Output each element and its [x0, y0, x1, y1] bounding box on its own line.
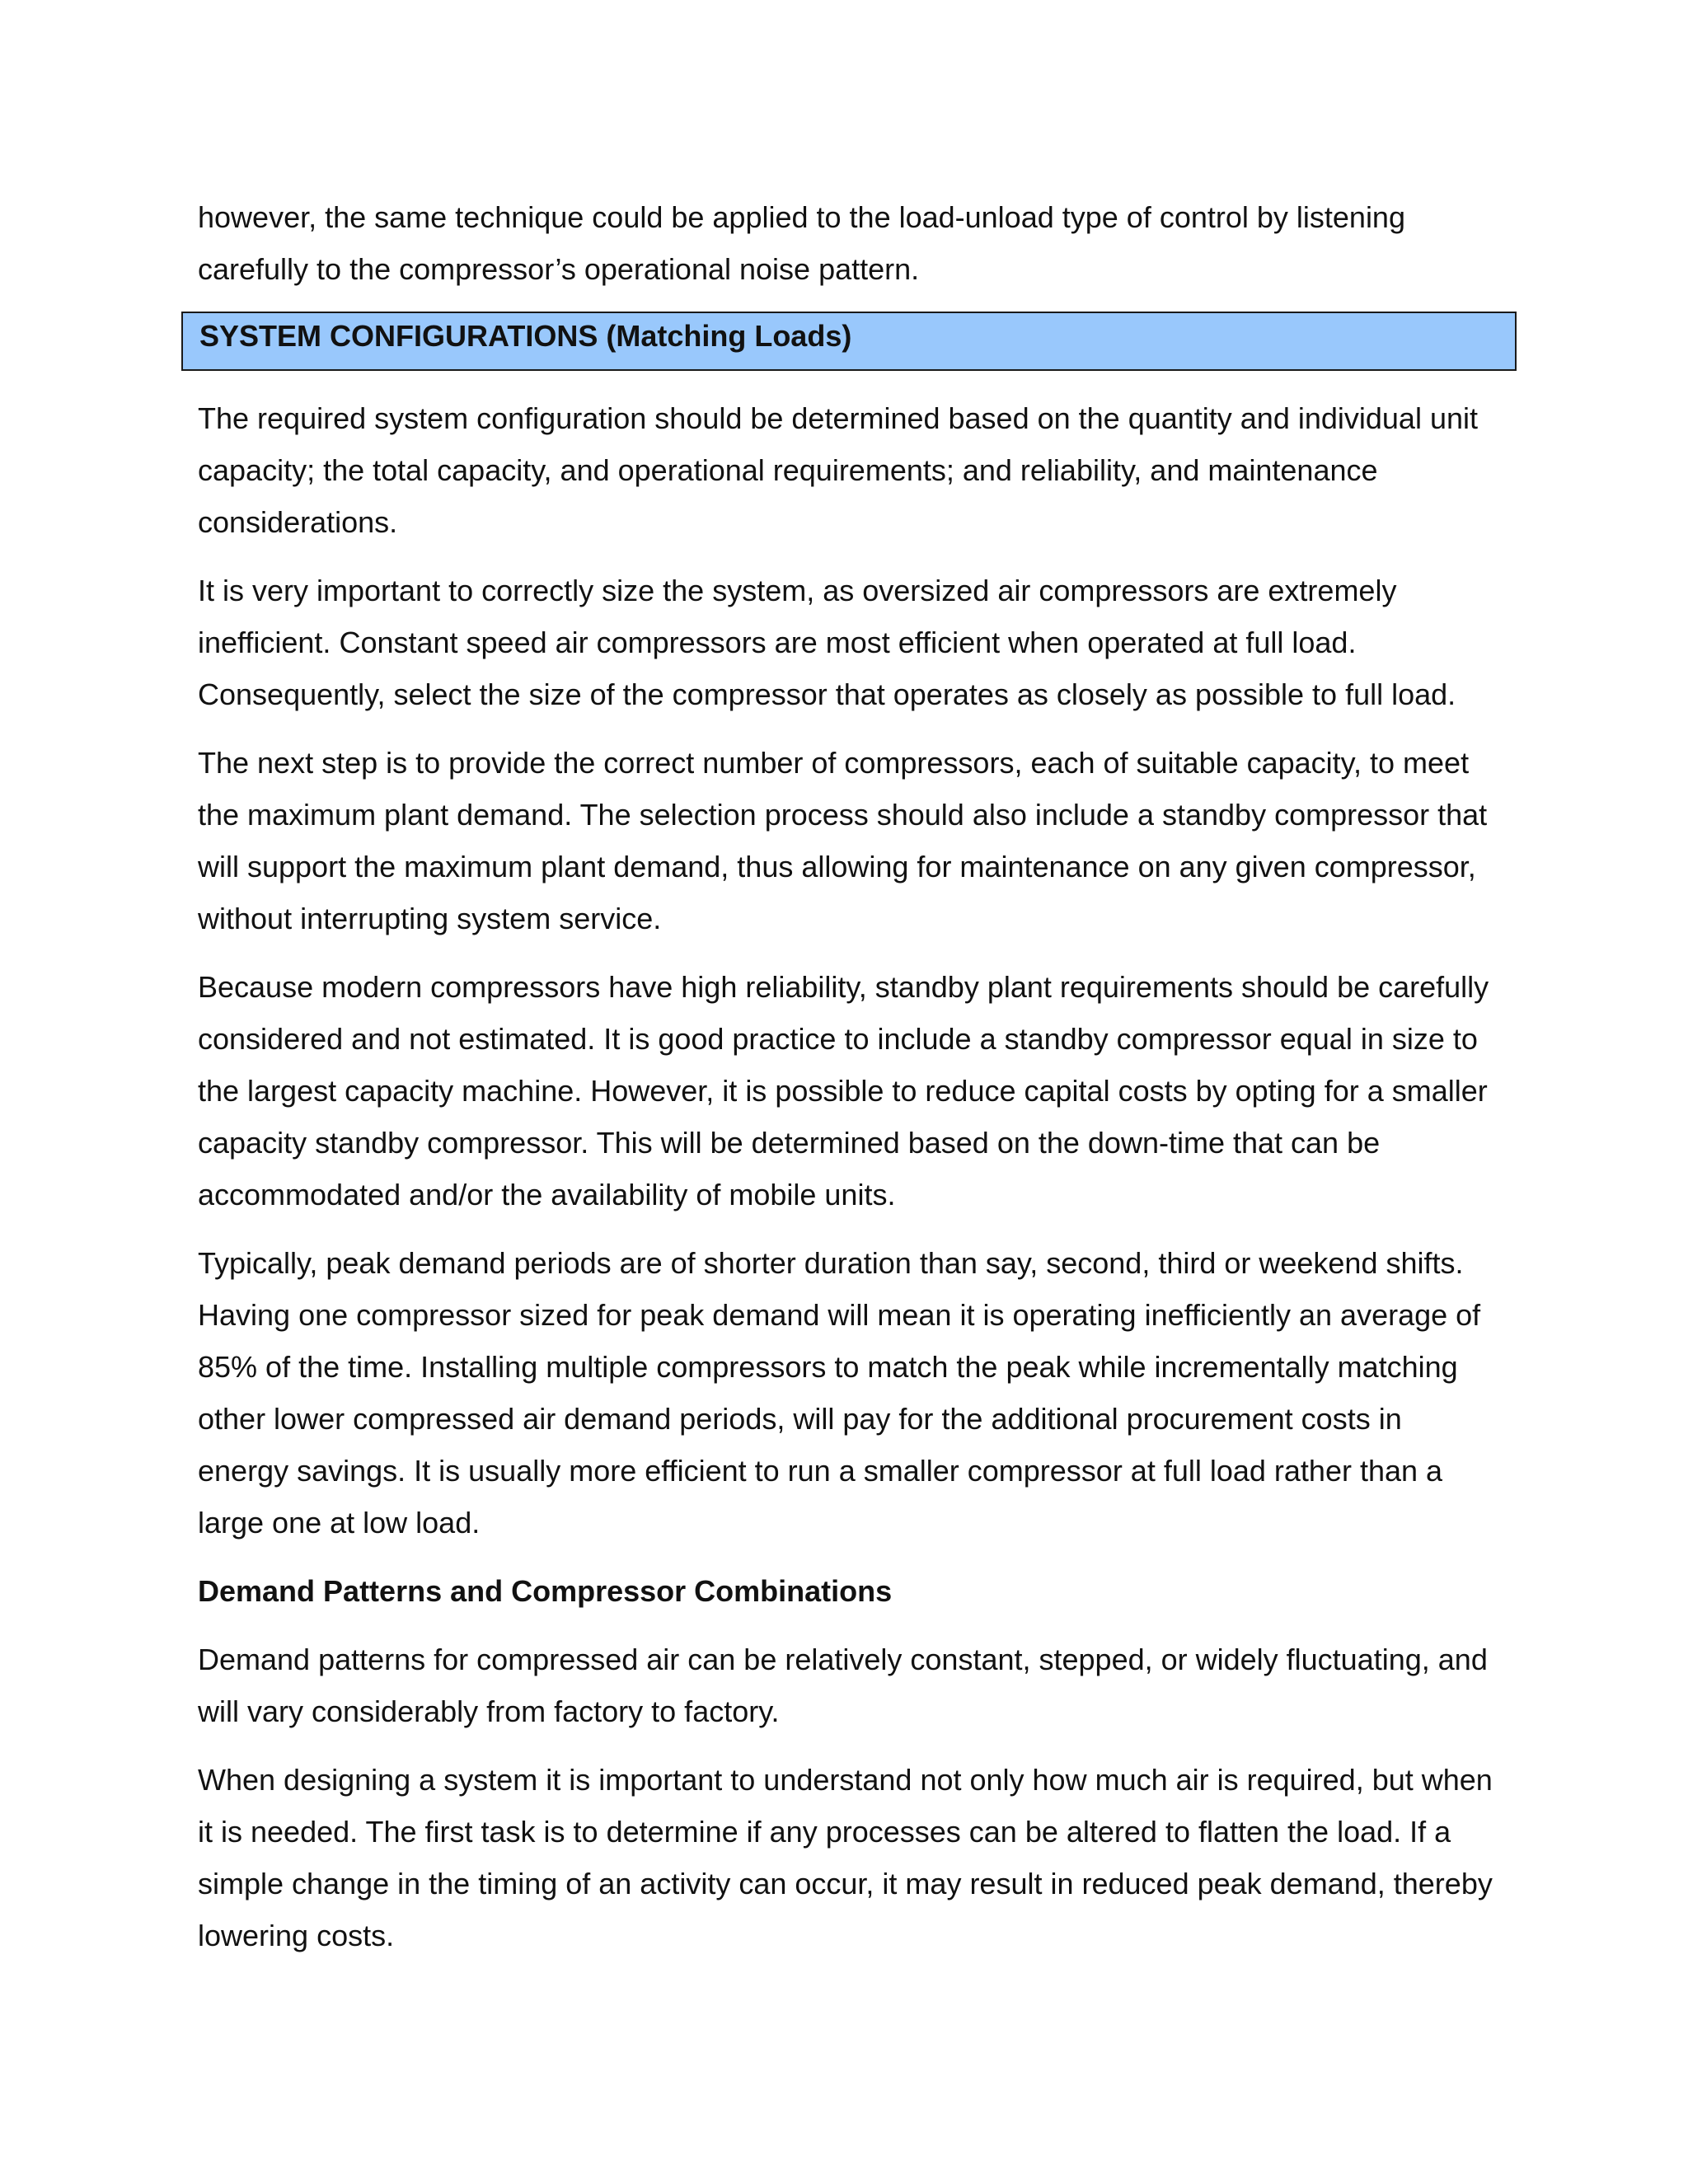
- paragraph-peak-demand: Typically, peak demand periods are of shorter duration than say, second, third or weekend shifts. Having one compressor sized for peak demand will mean it is operating inefficiently an average of 85% of the time. Installing multiple compressors to match the peak while incrementally matching other lower compressed air demand periods, will pay for the additional procurement costs in energy savings. It is usually more efficient to run a smaller compressor at full load rather than a large one at low load.: [198, 1246, 1481, 1540]
- paragraph-standby-requirements: Because modern compressors have high reliability, standby plant requirements should be carefully considered and not estimated. It is good practice to include a standby compressor equal in size to the largest capacity machine. However, it is possible to reduce capital costs by opting for a smaller capacity standby compressor. This will be determined based on the down-time that can be accommodated and/or the availability of mobile units.: [198, 970, 1489, 1212]
- paragraph-system-design: When designing a system it is important to understand not only how much air is required, but when it is needed. The first task is to determine if any processes can be altered to flatten the load. If a simple change in the timing of an activity can occur, it may result in reduced peak demand, thereby lowering costs.: [198, 1763, 1493, 1952]
- paragraph-sizing: It is very important to correctly size the system, as oversized air compressors are extremely inefficient. Constant speed air compressors are most efficient when operated at full load. Consequently, select the size of the compressor that operates as closely as possible to full load.: [198, 574, 1456, 711]
- subheading-demand-patterns: Demand Patterns and Compressor Combinations: [198, 1574, 893, 1608]
- intro-paragraph: however, the same technique could be applied to the load-unload type of control by listening carefully to the compressor’s operational noise pattern.: [198, 200, 1405, 286]
- section-heading: SYSTEM CONFIGURATIONS (Matching Loads): [181, 312, 1517, 371]
- paragraph-system-configuration: The required system configuration should be determined based on the quantity and individual unit capacity; the total capacity, and operational requirements; and reliability, and maintenance considerations.: [198, 401, 1478, 539]
- page-content: [198, 191, 1500, 1978]
- paragraph-number-of-compressors: The next step is to provide the correct number of compressors, each of suitable capacity, to meet the maximum plant demand. The selection process should also include a standby compressor that will support the maximum plant demand, thus allowing for maintenance on any given compressor, without interrupting system service.: [198, 746, 1488, 935]
- paragraph-demand-patterns: Demand patterns for compressed air can be relatively constant, stepped, or widely fluctuating, and will vary considerably from factory to factory.: [198, 1643, 1488, 1728]
